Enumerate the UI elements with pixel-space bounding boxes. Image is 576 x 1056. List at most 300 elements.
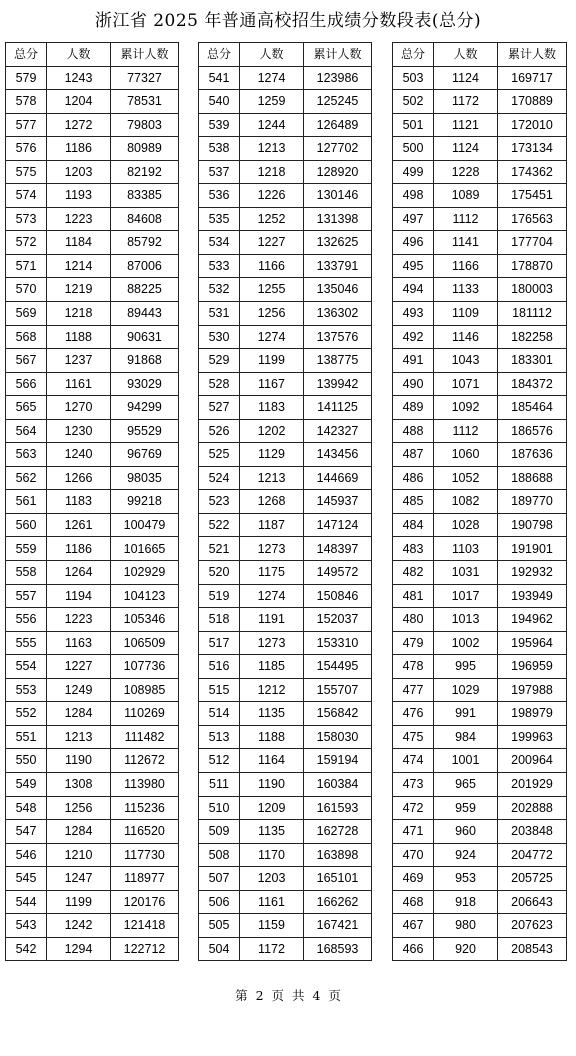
score-cell: 543 [6, 914, 47, 938]
count-cell: 1264 [47, 561, 111, 585]
score-cell: 571 [6, 254, 47, 278]
score-cell: 527 [199, 396, 240, 420]
table-row [6, 749, 179, 773]
cumulative-cell: 98035 [111, 466, 179, 490]
score-cell: 511 [199, 772, 240, 796]
score-cell: 487 [393, 443, 434, 467]
cumulative-cell: 207623 [498, 914, 567, 938]
cumulative-cell: 184372 [498, 372, 567, 396]
cumulative-cell: 90631 [111, 325, 179, 349]
table-row [199, 184, 372, 208]
count-cell: 1193 [47, 184, 111, 208]
table-row [393, 113, 567, 137]
score-cell: 567 [6, 349, 47, 373]
cumulative-cell: 111482 [111, 725, 179, 749]
count-cell: 1013 [434, 608, 498, 632]
cumulative-cell: 188688 [498, 466, 567, 490]
table-row [393, 325, 567, 349]
score-cell: 521 [199, 537, 240, 561]
table-row [199, 749, 372, 773]
cumulative-cell: 126489 [304, 113, 372, 137]
cumulative-cell: 77327 [111, 66, 179, 90]
score-cell: 470 [393, 843, 434, 867]
count-cell: 1146 [434, 325, 498, 349]
count-cell: 1199 [240, 349, 304, 373]
cumulative-cell: 101665 [111, 537, 179, 561]
cumulative-cell: 91868 [111, 349, 179, 373]
cumulative-cell: 155707 [304, 678, 372, 702]
cumulative-cell: 96769 [111, 443, 179, 467]
column-header: 累计人数 [304, 43, 372, 67]
score-cell: 565 [6, 396, 47, 420]
score-cell: 570 [6, 278, 47, 302]
count-cell: 1213 [47, 725, 111, 749]
score-cell: 498 [393, 184, 434, 208]
table-row [199, 160, 372, 184]
cumulative-cell: 185464 [498, 396, 567, 420]
count-cell: 1161 [240, 890, 304, 914]
table-row [393, 561, 567, 585]
table-row [393, 66, 567, 90]
count-cell: 1028 [434, 513, 498, 537]
score-cell: 579 [6, 66, 47, 90]
cumulative-cell: 170889 [498, 90, 567, 114]
count-cell: 1255 [240, 278, 304, 302]
score-cell: 517 [199, 631, 240, 655]
cumulative-cell: 159194 [304, 749, 372, 773]
count-cell: 1219 [47, 278, 111, 302]
score-cell: 561 [6, 490, 47, 514]
cumulative-cell: 150846 [304, 584, 372, 608]
cumulative-cell: 202888 [498, 796, 567, 820]
count-cell: 1284 [47, 820, 111, 844]
cumulative-cell: 99218 [111, 490, 179, 514]
score-cell: 495 [393, 254, 434, 278]
table-header-row [6, 43, 179, 67]
count-cell: 1186 [47, 537, 111, 561]
table-row [199, 231, 372, 255]
score-cell: 566 [6, 372, 47, 396]
cumulative-cell: 191901 [498, 537, 567, 561]
count-cell: 1172 [434, 90, 498, 114]
score-cell: 578 [6, 90, 47, 114]
cumulative-cell: 93029 [111, 372, 179, 396]
count-cell: 980 [434, 914, 498, 938]
score-table-block-3 [392, 42, 567, 961]
cumulative-cell: 162728 [304, 820, 372, 844]
page-footer: 第 2 页 共 4 页 [235, 988, 341, 1003]
score-cell: 475 [393, 725, 434, 749]
score-cell: 574 [6, 184, 47, 208]
table-row [199, 349, 372, 373]
cumulative-cell: 118977 [111, 867, 179, 891]
count-cell: 918 [434, 890, 498, 914]
score-cell: 474 [393, 749, 434, 773]
score-cell: 480 [393, 608, 434, 632]
cumulative-cell: 132625 [304, 231, 372, 255]
cumulative-cell: 79803 [111, 113, 179, 137]
table-row [199, 584, 372, 608]
cumulative-cell: 106509 [111, 631, 179, 655]
table-row [393, 937, 567, 961]
count-cell: 1164 [240, 749, 304, 773]
table-row [6, 561, 179, 585]
table-row [393, 137, 567, 161]
score-cell: 512 [199, 749, 240, 773]
table-row [393, 302, 567, 326]
table-row [393, 890, 567, 914]
score-cell: 508 [199, 843, 240, 867]
score-table-block-2 [198, 42, 372, 961]
table-row [6, 207, 179, 231]
count-cell: 1213 [240, 466, 304, 490]
count-cell: 1163 [47, 631, 111, 655]
score-cell: 531 [199, 302, 240, 326]
table-row [199, 90, 372, 114]
count-cell: 1230 [47, 419, 111, 443]
score-cell: 532 [199, 278, 240, 302]
score-cell: 564 [6, 419, 47, 443]
cumulative-cell: 138775 [304, 349, 372, 373]
cumulative-cell: 142327 [304, 419, 372, 443]
count-cell: 1043 [434, 349, 498, 373]
count-cell: 984 [434, 725, 498, 749]
count-cell: 1190 [47, 749, 111, 773]
score-cell: 536 [199, 184, 240, 208]
table-row [393, 584, 567, 608]
table-row [6, 137, 179, 161]
count-cell: 1187 [240, 513, 304, 537]
cumulative-cell: 165101 [304, 867, 372, 891]
count-cell: 1191 [240, 608, 304, 632]
cumulative-cell: 127702 [304, 137, 372, 161]
cumulative-cell: 206643 [498, 890, 567, 914]
count-cell: 1124 [434, 137, 498, 161]
score-cell: 515 [199, 678, 240, 702]
count-cell: 1226 [240, 184, 304, 208]
table-row [6, 113, 179, 137]
count-cell: 1135 [240, 702, 304, 726]
column-header: 总分 [6, 43, 47, 67]
count-cell: 1218 [240, 160, 304, 184]
cumulative-cell: 186576 [498, 419, 567, 443]
count-cell: 1001 [434, 749, 498, 773]
cumulative-cell: 208543 [498, 937, 567, 961]
table-row [199, 678, 372, 702]
table-row [199, 725, 372, 749]
table-row [199, 302, 372, 326]
cumulative-cell: 110269 [111, 702, 179, 726]
count-cell: 1135 [240, 820, 304, 844]
table-row [6, 349, 179, 373]
table-row [199, 466, 372, 490]
table-row [6, 513, 179, 537]
page-title: 浙江省 2025 年普通高校招生成绩分数段表(总分) [94, 11, 482, 31]
cumulative-cell: 135046 [304, 278, 372, 302]
count-cell: 1284 [47, 702, 111, 726]
table-row [393, 796, 567, 820]
cumulative-cell: 152037 [304, 608, 372, 632]
score-cell: 488 [393, 419, 434, 443]
count-cell: 1103 [434, 537, 498, 561]
cumulative-cell: 161593 [304, 796, 372, 820]
cumulative-cell: 84608 [111, 207, 179, 231]
count-cell: 1227 [240, 231, 304, 255]
count-cell: 1194 [47, 584, 111, 608]
score-cell: 505 [199, 914, 240, 938]
cumulative-cell: 131398 [304, 207, 372, 231]
score-cell: 467 [393, 914, 434, 938]
cumulative-cell: 85792 [111, 231, 179, 255]
cumulative-cell: 120176 [111, 890, 179, 914]
score-cell: 553 [6, 678, 47, 702]
score-cell: 572 [6, 231, 47, 255]
table-row [6, 678, 179, 702]
column-header: 人数 [434, 43, 498, 67]
table-row [199, 914, 372, 938]
cumulative-cell: 115236 [111, 796, 179, 820]
table-row [199, 702, 372, 726]
table-row [6, 914, 179, 938]
cumulative-cell: 154495 [304, 655, 372, 679]
column-header: 人数 [240, 43, 304, 67]
cumulative-cell: 187636 [498, 443, 567, 467]
count-cell: 1227 [47, 655, 111, 679]
score-cell: 473 [393, 772, 434, 796]
table-row [6, 937, 179, 961]
table-row [393, 702, 567, 726]
count-cell: 1166 [434, 254, 498, 278]
score-cell: 534 [199, 231, 240, 255]
score-cell: 477 [393, 678, 434, 702]
score-cell: 530 [199, 325, 240, 349]
table-row [393, 349, 567, 373]
score-cell: 535 [199, 207, 240, 231]
score-cell: 562 [6, 466, 47, 490]
table-row [6, 184, 179, 208]
column-header: 累计人数 [498, 43, 567, 67]
cumulative-cell: 102929 [111, 561, 179, 585]
score-cell: 533 [199, 254, 240, 278]
cumulative-cell: 205725 [498, 867, 567, 891]
cumulative-cell: 176563 [498, 207, 567, 231]
score-cell: 563 [6, 443, 47, 467]
cumulative-cell: 143456 [304, 443, 372, 467]
table-row [6, 584, 179, 608]
count-cell: 1017 [434, 584, 498, 608]
score-cell: 537 [199, 160, 240, 184]
cumulative-cell: 145937 [304, 490, 372, 514]
count-cell: 1273 [240, 537, 304, 561]
score-cell: 549 [6, 772, 47, 796]
count-cell: 1124 [434, 66, 498, 90]
cumulative-cell: 195964 [498, 631, 567, 655]
table-row [393, 537, 567, 561]
cumulative-cell: 133791 [304, 254, 372, 278]
count-cell: 1082 [434, 490, 498, 514]
table-row [199, 396, 372, 420]
cumulative-cell: 172010 [498, 113, 567, 137]
score-table-block-1 [5, 42, 179, 961]
table-row [199, 443, 372, 467]
table-row [199, 937, 372, 961]
cumulative-cell: 175451 [498, 184, 567, 208]
cumulative-cell: 141125 [304, 396, 372, 420]
count-cell: 1244 [240, 113, 304, 137]
cumulative-cell: 198979 [498, 702, 567, 726]
count-cell: 1256 [47, 796, 111, 820]
cumulative-cell: 104123 [111, 584, 179, 608]
table-row [6, 537, 179, 561]
count-cell: 1133 [434, 278, 498, 302]
score-cell: 476 [393, 702, 434, 726]
column-header: 人数 [47, 43, 111, 67]
table-row [199, 867, 372, 891]
count-cell: 1212 [240, 678, 304, 702]
table-row [6, 867, 179, 891]
column-header: 累计人数 [111, 43, 179, 67]
count-cell: 1204 [47, 90, 111, 114]
count-cell: 1203 [240, 867, 304, 891]
score-cell: 524 [199, 466, 240, 490]
count-cell: 1214 [47, 254, 111, 278]
score-cell: 471 [393, 820, 434, 844]
score-cell: 540 [199, 90, 240, 114]
cumulative-cell: 95529 [111, 419, 179, 443]
cumulative-cell: 105346 [111, 608, 179, 632]
count-cell: 1121 [434, 113, 498, 137]
score-cell: 491 [393, 349, 434, 373]
table-row [393, 820, 567, 844]
count-cell: 1184 [47, 231, 111, 255]
table-row [393, 843, 567, 867]
score-cell: 489 [393, 396, 434, 420]
score-cell: 528 [199, 372, 240, 396]
score-cell: 500 [393, 137, 434, 161]
count-cell: 920 [434, 937, 498, 961]
count-cell: 1213 [240, 137, 304, 161]
table-row [199, 537, 372, 561]
cumulative-cell: 139942 [304, 372, 372, 396]
cumulative-cell: 113980 [111, 772, 179, 796]
table-row [6, 608, 179, 632]
table-row [393, 466, 567, 490]
count-cell: 1052 [434, 466, 498, 490]
count-cell: 1031 [434, 561, 498, 585]
count-cell: 1029 [434, 678, 498, 702]
count-cell: 1270 [47, 396, 111, 420]
table-row [6, 278, 179, 302]
score-cell: 494 [393, 278, 434, 302]
table-row [6, 725, 179, 749]
score-cell: 510 [199, 796, 240, 820]
score-cell: 558 [6, 561, 47, 585]
cumulative-cell: 149572 [304, 561, 372, 585]
cumulative-cell: 80989 [111, 137, 179, 161]
cumulative-cell: 190798 [498, 513, 567, 537]
cumulative-cell: 173134 [498, 137, 567, 161]
table-row [393, 867, 567, 891]
table-row [393, 419, 567, 443]
count-cell: 1186 [47, 137, 111, 161]
table-row [393, 443, 567, 467]
table-row [6, 66, 179, 90]
table-row [393, 90, 567, 114]
table-row [6, 160, 179, 184]
cumulative-cell: 189770 [498, 490, 567, 514]
cumulative-cell: 125245 [304, 90, 372, 114]
count-cell: 1188 [47, 325, 111, 349]
cumulative-cell: 117730 [111, 843, 179, 867]
cumulative-cell: 88225 [111, 278, 179, 302]
count-cell: 1161 [47, 372, 111, 396]
score-cell: 486 [393, 466, 434, 490]
table-row [6, 490, 179, 514]
table-row [6, 90, 179, 114]
score-cell: 525 [199, 443, 240, 467]
table-row [393, 513, 567, 537]
count-cell: 1199 [47, 890, 111, 914]
cumulative-cell: 182258 [498, 325, 567, 349]
score-cell: 503 [393, 66, 434, 90]
table-row [199, 490, 372, 514]
score-cell: 509 [199, 820, 240, 844]
score-cell: 552 [6, 702, 47, 726]
table-row [393, 725, 567, 749]
count-cell: 1218 [47, 302, 111, 326]
score-cell: 483 [393, 537, 434, 561]
table-row [393, 749, 567, 773]
cumulative-cell: 94299 [111, 396, 179, 420]
score-cell: 522 [199, 513, 240, 537]
count-cell: 1129 [240, 443, 304, 467]
cumulative-cell: 87006 [111, 254, 179, 278]
table-row [393, 372, 567, 396]
count-cell: 1202 [240, 419, 304, 443]
cumulative-cell: 122712 [111, 937, 179, 961]
table-row [6, 372, 179, 396]
table-row [6, 655, 179, 679]
cumulative-cell: 156842 [304, 702, 372, 726]
score-cell: 482 [393, 561, 434, 585]
count-cell: 1273 [240, 631, 304, 655]
count-cell: 1167 [240, 372, 304, 396]
table-row [199, 325, 372, 349]
score-cell: 516 [199, 655, 240, 679]
table-row [393, 490, 567, 514]
column-header: 总分 [199, 43, 240, 67]
count-cell: 1247 [47, 867, 111, 891]
table-row [199, 254, 372, 278]
score-cell: 520 [199, 561, 240, 585]
count-cell: 1166 [240, 254, 304, 278]
score-cell: 557 [6, 584, 47, 608]
score-cell: 479 [393, 631, 434, 655]
table-row [393, 278, 567, 302]
cumulative-cell: 123986 [304, 66, 372, 90]
table-row [6, 325, 179, 349]
score-cell: 573 [6, 207, 47, 231]
score-cell: 496 [393, 231, 434, 255]
table-row [393, 655, 567, 679]
column-header: 总分 [393, 43, 434, 67]
cumulative-cell: 180003 [498, 278, 567, 302]
score-cell: 497 [393, 207, 434, 231]
score-cell: 519 [199, 584, 240, 608]
table-row [6, 820, 179, 844]
cumulative-cell: 177704 [498, 231, 567, 255]
count-cell: 1252 [240, 207, 304, 231]
